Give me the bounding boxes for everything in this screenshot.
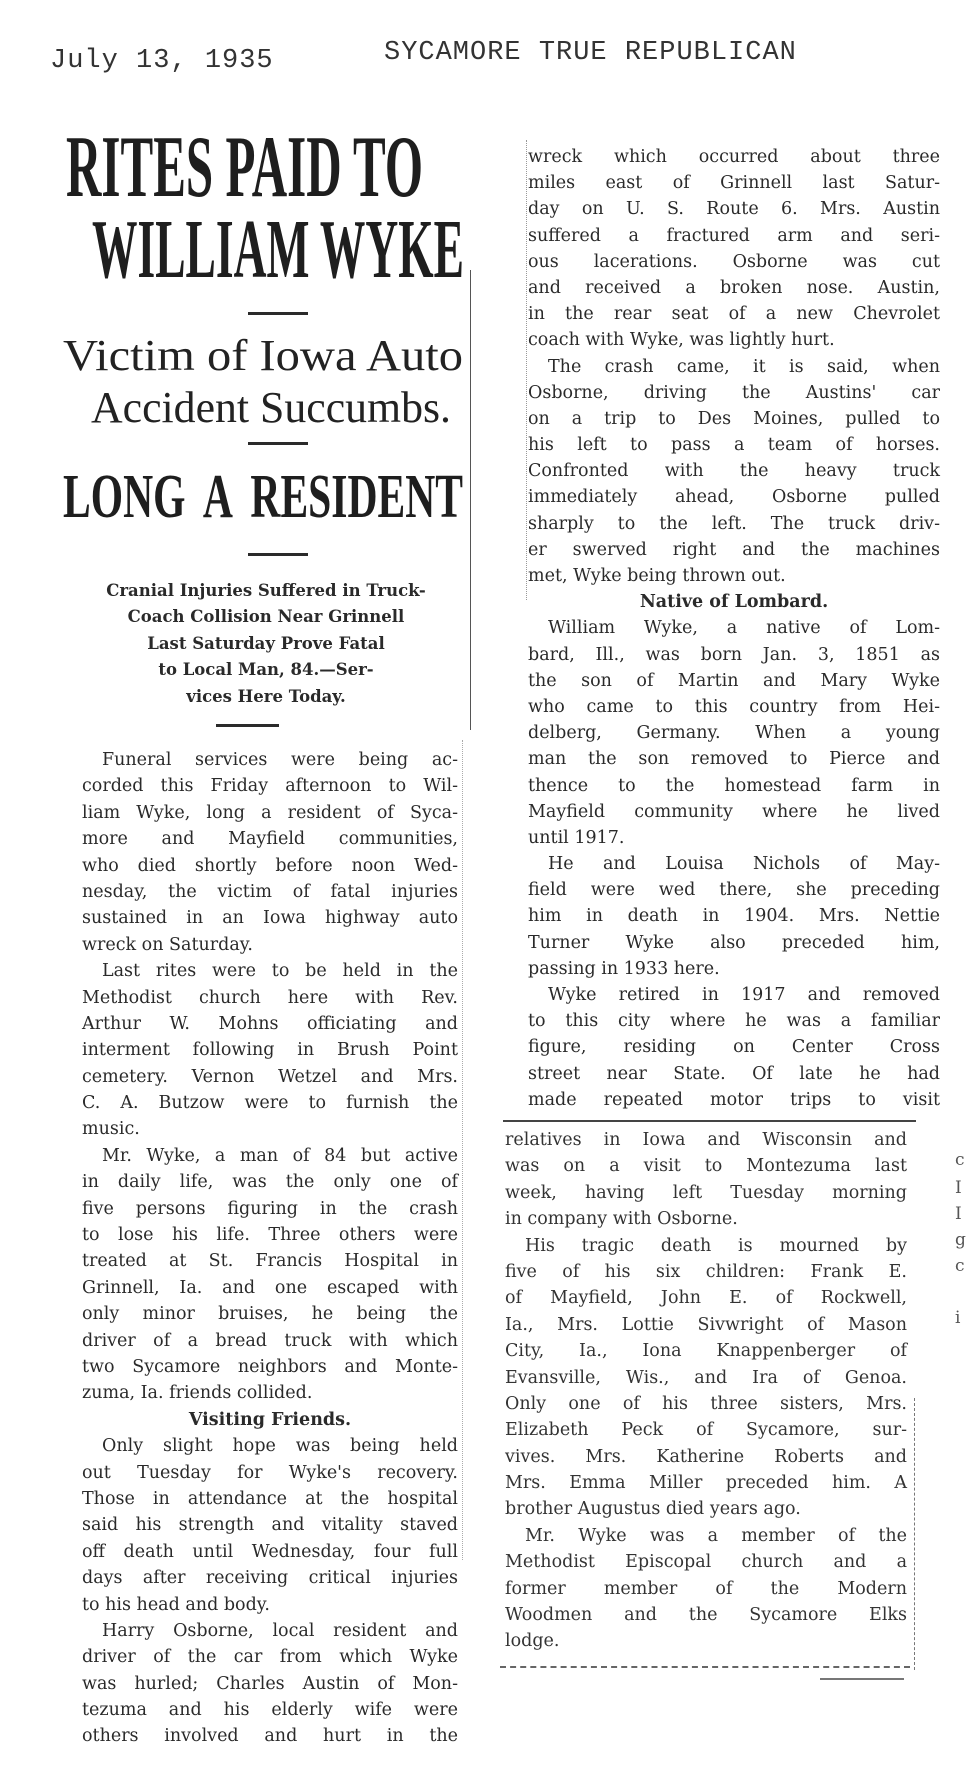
text-line: Mrs. Emma Miller preceded him. A (505, 1473, 907, 1494)
paragraph (82, 1143, 458, 1407)
text-line: vives. Mrs. Katherine Roberts and (505, 1446, 907, 1467)
column-rule (470, 270, 471, 730)
text-line: former member of the Modern (505, 1578, 907, 1599)
text-line: immediately ahead, Osborne pulled (528, 487, 940, 508)
text-line: Mr. Wyke, a man of 84 but active (102, 1145, 458, 1166)
deck-line-1-text: Victim of Iowa Auto (63, 331, 463, 380)
text-line: thence to the homestead farm in (528, 775, 940, 796)
deck-rule (248, 442, 308, 445)
text-line: ous lacerations. Osborne was cut (528, 251, 940, 272)
text-line: treated at St. Francis Hospital in (82, 1251, 458, 1272)
section-heading: Native of Lombard. (639, 592, 829, 613)
text-line: until 1917. (528, 827, 625, 848)
deck-line-2 (91, 383, 453, 432)
text-line: five persons figuring in the crash (82, 1198, 458, 1219)
summary-rule (216, 724, 279, 727)
text-line: days after receiving critical injuries (82, 1568, 458, 1589)
banner-headline-text: LONG A RESIDENT (63, 463, 464, 531)
right-column-edge (526, 140, 527, 600)
text-line: the son of Martin and Mary Wyke (528, 670, 940, 691)
text-line: to his head and body. (82, 1594, 270, 1615)
text-line: William Wyke, a native of Lom- (548, 618, 940, 639)
text-line: wreck on Saturday. (82, 934, 253, 955)
section-heading: Visiting Friends. (188, 1409, 352, 1430)
text-line: nesday, the victim of fatal injuries (82, 881, 458, 902)
text-line: said his strength and vitality staved (82, 1515, 458, 1536)
paragraph (82, 747, 458, 958)
text-line: Wyke retired in 1917 and removed (548, 985, 940, 1005)
text-line: Arthur W. Mohns officiating and (82, 1013, 458, 1034)
text-line: street near State. Of late he had (528, 1063, 940, 1084)
text-line: Mr. Wyke was a member of the (525, 1525, 907, 1546)
text-line: to lose his life. Three others were (82, 1225, 458, 1246)
text-line: day on U. S. Route 6. Mrs. Austin (528, 199, 940, 220)
summary-line: to Local Man, 84.—Ser- (158, 660, 374, 680)
text-line: passing in 1933 here. (528, 958, 720, 979)
text-line: off death until Wednesday, four full (82, 1541, 458, 1562)
paragraph (528, 982, 940, 1113)
continuation-body (505, 1127, 907, 1655)
text-line: lodge. (505, 1631, 560, 1652)
text-line: made repeated motor trips to visit (528, 1089, 940, 1110)
text-line: to this city where he was a familiar (528, 1011, 940, 1032)
text-line: Evansville, Wis., and Ira of Genoa. (505, 1367, 907, 1388)
text-line: was on a visit to Montezuma last (505, 1156, 907, 1177)
text-line: music. (82, 1119, 140, 1140)
box-right-rule (914, 1398, 915, 1670)
text-line: his left to pass a team of horses. (528, 435, 940, 456)
edge-fragment: c (955, 1256, 965, 1276)
text-line: more and Mayfield communities, (82, 829, 458, 850)
paragraph (82, 1433, 458, 1618)
text-line: brother Augustus died years ago. (505, 1499, 801, 1520)
text-line: on a trip to Des Moines, pulled to (528, 408, 940, 429)
text-line: interment following in Brush Point (82, 1040, 458, 1061)
paragraph (82, 1618, 458, 1750)
text-line: and received a broken nose. Austin, (528, 277, 940, 298)
text-line: coach with Wyke, was lightly hurt. (528, 330, 835, 351)
text-line: His tragic death is mourned by (525, 1235, 907, 1256)
text-line: Those in attendance at the hospital (82, 1488, 458, 1509)
text-line: cemetery. Vernon Wetzel and Mrs. (82, 1066, 458, 1087)
text-line: City, Ia., Iona Knappenberger of (505, 1341, 907, 1362)
text-line: driver of a bread truck with which (82, 1330, 458, 1351)
text-line: Osborne, driving the Austins' car (528, 382, 940, 403)
headline-rule (248, 312, 308, 315)
text-line: Only slight hope was being held (102, 1436, 458, 1457)
text-line: only minor bruises, he being the (82, 1304, 458, 1325)
paragraph (505, 1127, 907, 1233)
deck-line-2-text: Accident Succumbs. (91, 383, 451, 432)
text-line: Only one of his three sisters, Mrs. (505, 1393, 907, 1414)
text-line: figure, residing on Center Cross (528, 1037, 940, 1058)
text-line: out Tuesday for Wyke's recovery. (82, 1462, 458, 1483)
text-line: Woodmen and the Sycamore Elks (505, 1605, 907, 1626)
text-line: Methodist church here with Rev. (82, 987, 458, 1008)
text-line: driver of the car from which Wyke (82, 1647, 458, 1668)
text-line: The crash came, it is said, when (548, 356, 940, 377)
text-line: C. A. Butzow were to furnish the (82, 1093, 458, 1114)
text-line: two Sycamore neighbors and Monte- (82, 1356, 458, 1377)
text-line: Harry Osborne, local resident and (102, 1620, 458, 1641)
text-line: who came to this country from Hei- (528, 696, 940, 717)
text-line: of Mayfield, John E. of Rockwell, (505, 1288, 907, 1309)
paragraph (528, 615, 940, 851)
issue-date: July 13, 1935 (50, 46, 274, 76)
summary-line: vices Here Today. (186, 686, 346, 706)
text-line: five of his six children: Frank E. (505, 1261, 907, 1282)
text-line: in daily life, was the only one of (82, 1172, 458, 1193)
text-line: He and Louisa Nichols of May- (548, 854, 940, 875)
text-line: liam Wyke, long a resident of Syca- (82, 802, 458, 823)
text-line: Grinnell, Ia. and one escaped with (82, 1277, 458, 1298)
edge-fragment: I (955, 1178, 962, 1198)
box-bottom-rule (500, 1666, 910, 1668)
text-line: man the son removed to Pierce and (528, 749, 940, 770)
text-line: in company with Osborne. (505, 1209, 738, 1230)
text-line: met, Wyke being thrown out. (528, 566, 786, 586)
text-line: Last rites were to be held in the (102, 961, 458, 982)
text-line: Methodist Episcopal church and a (505, 1552, 907, 1573)
paragraph (528, 354, 940, 590)
text-line: sharply to the left. The truck driv- (528, 513, 940, 534)
text-line: in the rear seat of a new Chevrolet (528, 304, 940, 325)
left-column-body (82, 747, 458, 1750)
text-line: bard, Ill., was born Jan. 3, 1851 as (528, 644, 940, 665)
edge-fragment: i (955, 1308, 961, 1328)
text-line: field were wed there, she preceding (528, 880, 940, 901)
text-line: zuma, Ia. friends collided. (82, 1383, 313, 1404)
paragraph (528, 144, 940, 354)
banner-rule (248, 553, 308, 556)
text-line: delberg, Germany. When a young (528, 723, 940, 744)
paragraph (82, 958, 458, 1143)
text-line: corded this Friday afternoon to Wil- (82, 776, 458, 797)
summary-line: Coach Collision Near Grinnell (127, 607, 405, 627)
edge-fragment: c (955, 1150, 965, 1170)
text-line: suffered a fractured arm and seri- (528, 225, 940, 246)
text-line: tezuma and his elderly wife were (82, 1700, 458, 1721)
text-line: Mayfield community where he lived (528, 801, 940, 822)
text-line: others involved and hurt in the (82, 1726, 458, 1747)
paragraph (528, 851, 940, 982)
text-line: sustained in an Iowa highway auto (82, 908, 458, 929)
text-line: relatives in Iowa and Wisconsin and (505, 1130, 907, 1150)
text-line: him in death in 1904. Mrs. Nettie (528, 906, 940, 927)
text-line: Elizabeth Peck of Sycamore, sur- (505, 1420, 907, 1441)
summary-line: Cranial Injuries Suffered in Truck- (106, 581, 426, 600)
column-rule-faint (462, 740, 463, 1560)
text-line: miles east of Grinnell last Satur- (528, 173, 940, 194)
text-line: Funeral services were being ac- (102, 750, 458, 770)
deck-line-1 (63, 331, 463, 380)
newspaper-name: SYCAMORE TRUE REPUBLICAN (384, 38, 797, 68)
text-line: Turner Wyke also preceded him, (528, 932, 940, 953)
text-line: Ia., Mrs. Lottie Sivwright of Mason (505, 1314, 907, 1335)
paragraph (505, 1523, 907, 1655)
box-bottom-rule-2 (820, 1678, 904, 1680)
summary-deck (66, 578, 466, 710)
edge-fragment: I (955, 1204, 962, 1224)
text-line: er swerved right and the machines (528, 539, 940, 560)
text-line: Confronted with the heavy truck (528, 461, 940, 482)
paragraph (505, 1233, 907, 1523)
text-line: was hurled; Charles Austin of Mon- (82, 1673, 458, 1694)
right-column-body (528, 144, 940, 1113)
text-line: week, having left Tuesday morning (505, 1182, 907, 1203)
headline-line-1-text: RITES PAID TO (66, 119, 423, 216)
text-line: wreck which occurred about three (528, 147, 940, 167)
summary-line: Last Saturday Prove Fatal (147, 633, 385, 653)
headline-line-2-text: WILLIAM WYKE (92, 203, 465, 296)
edge-fragment: g (955, 1230, 966, 1250)
text-line: who died shortly before noon Wed- (82, 855, 458, 876)
